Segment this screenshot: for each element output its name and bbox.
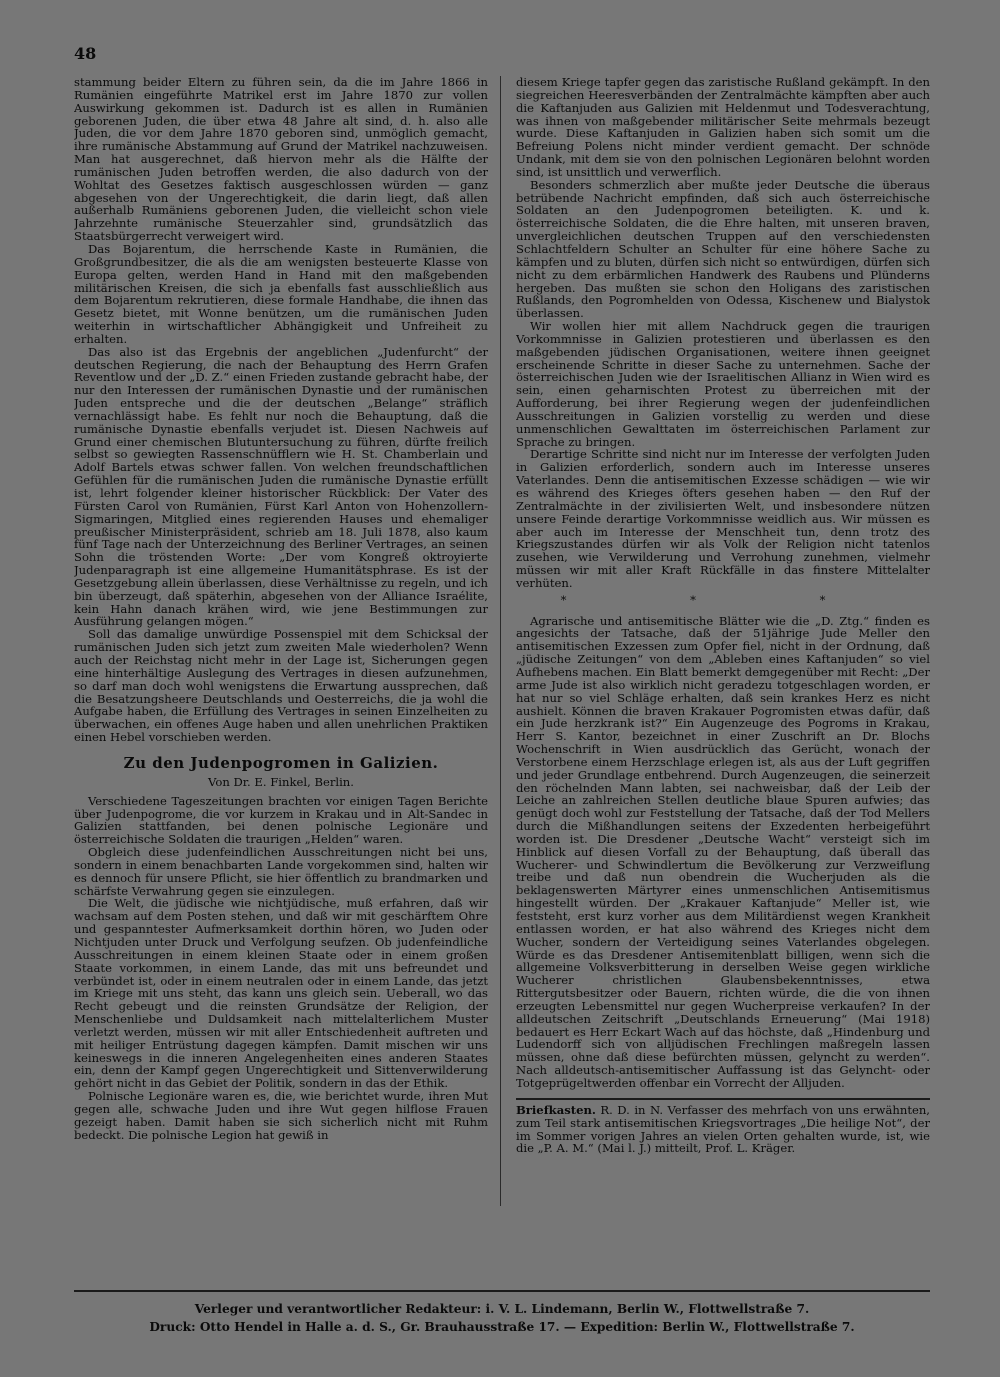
- imprint-publisher: Verleger und verantwortlicher Redakteur: i. V. L. Lindemann, Berlin W., Flottwellstraße 7.: [194, 1302, 810, 1316]
- paragraph: Verschiedene Tageszeitungen brachten vor einigen Tagen Berichte über Judenpogrome, die vor kurzem in Krakau und in Alt-Sandec in Galizien stattfanden, bei denen polnische Legionäre und österreichische Soldaten die traurigen „Helden“ waren.: [74, 793, 488, 847]
- text-columns: [74, 76, 930, 1206]
- paragraph: diesem Kriege tapfer gegen das zaristische Rußland gekämpft. In den siegreichen Heeresverbänden der Zentralmächte kämpften aber auch die Kaftanjuden aus Galizien mit Heldenmut und Todesverachtung, was ihnen von maßgebender militärischer Seite mehrmals bezeugt wurde. Diese Kaftanjuden in Galizien haben sich somit um die Befreiung Polens nicht minder verdient gemacht. Der schnöde Undank, mit dem sie von den polnischen Legionären belohnt worden sind, ist unsittlich und verwerflich.: [516, 76, 930, 179]
- right-column: [516, 76, 930, 1206]
- page-number: 48: [74, 44, 97, 63]
- article-byline: Von Dr. E. Finkel, Berlin.: [208, 774, 354, 789]
- paragraph: Soll das damalige unwürdige Possenspiel mit dem Schicksal der rumänischen Juden sich jetzt zum zweiten Male wiederholen? Wenn auch der Reichstag nicht mehr in der Lage ist, Sicherungen gegen eine hinterhältige Auslegung des Vertrages in diesen aufzunehmen, so darf man doch wohl wenigstens die Erwartung aussprechen, daß die Besatzungsheere Deutschlands und Oesterreichs, die ja wohl die Aufgabe haben, die Erfüllung des Vertrages in seinen Einzelheiten zu überwachen, ein offenes Auge haben und allen unehrlichen Praktiken einen Hebel vorschieben werden.: [74, 627, 488, 745]
- imprint-footer: [74, 1290, 930, 1336]
- paragraph: Derartige Schritte sind nicht nur im Interesse der verfolgten Juden in Galizien erforderlich, sondern auch im Interesse unseres Vaterlandes. Denn die antisemitischen Exzesse schädigen — wie wir es während des Krieges öfters gesehen haben — den Ruf der Zentralmächte in der zivilisierten Welt, und insbesondere nützen unsere Feinde derartige Vorkommnisse weidlich aus. Wir müssen es aber auch im Interesse der Menschheit tun, denn trotz des Kriegszustandes dürfen wir als Volk der Religion nicht tatenlos zusehen, wie Verwilderung und Verrohung zunehmen, vielmehr müssen wir mit aller Kraft Rückfälle in das finstere Mittelalter verhüten.: [516, 447, 930, 590]
- article-heading: Zu den Judenpogromen in Galizien.: [123, 753, 439, 772]
- mailbox-section: [516, 1098, 930, 1155]
- paragraph: Die Welt, die jüdische wie nichtjüdische, muß erfahren, daß wir wachsam auf dem Posten stehen, und daß wir mit geschärftem Ohre und gespanntester Aufmerksamkeit dorthin hören, wo Juden oder Nichtjuden unter Druck und Verfolgung seufzen. Ob judenfeindliche Ausschreitungen in einem kleinen Staate oder in einem großen Staate vorkommen, in einem Lande, das mit uns befreundet und verbündet ist, oder in einem neutralen oder in einem Lande, das jetzt im Kriege mit uns steht, das kann uns gleich sein. Ueberall, wo das Recht gebeugt und die reinsten Grundsätze der Religion, der Menschenliebe und Duldsamkeit nach mittelalterlichem Muster verletzt werden, müssen wir mit aller Entschiedenheit auftreten und mit heiliger Entrüstung dagegen kämpfen. Damit mischen wir uns keineswegs in die inneren Angelegenheiten eines anderen Staates ein, denn der Kampf gegen Ungerechtigkeit und Sittenverwilderung gehört nicht in das Gebiet der Politik, sondern in das der Ethik.: [74, 896, 488, 1091]
- imprint-printer: Druck: Otto Hendel in Halle a. d. S., Gr. Brauhausstraße 17. — Expedition: Berlin W., Flottwellstraße 7.: [149, 1320, 855, 1334]
- mailbox-label: Briefkasten.: [516, 1102, 596, 1117]
- paragraph: Besonders schmerzlich aber mußte jeder Deutsche die überaus betrübende Nachricht empfinden, daß sich auch österreichische Soldaten an den Judenpogromen beteiligten. K. und k. österreichische Soldaten, die die Ehre halten, mit unseren braven, unvergleichlichen deutschen Truppen auf den verschiedensten Schlachtfeldern Schulter an Schulter für eine höhere Sache zu kämpfen und zu bluten, dürfen sich nicht so entwürdigen, dürfen sich nicht zu dem erbärmlichen Handwerk des Raubens und Plünderns hergeben. Das mußten sie schon den Holigans des zaristischen Rußlands, den Pogromhelden von Odessa, Kischenew und Bialystok überlassen.: [516, 177, 930, 321]
- paragraph: Das Bojarentum, die herrschende Kaste in Rumänien, die Großgrundbesitzer, die als die am wenigsten besteuerte Klasse von Europa gelten, werden Hand in Hand mit den maßgebenden militärischen Kreisen, die sich ja ebenfalls fast ausschließlich aus dem Bojarentum rekrutieren, diese formale Handhabe, die ihnen das Gesetz bietet, mit Wonne benützen, um die rumänischen Juden weiterhin in wirtschaftlicher Abhängigkeit und Unfreiheit zu erhalten.: [74, 241, 488, 346]
- section-separator: * * *: [560, 592, 886, 607]
- paragraph: stammung beider Eltern zu führen sein, da die im Jahre 1866 in Rumänien eingeführte Matrikel erst im Jahre 1870 zur vollen Auswirkung gekommen ist. Dadurch ist es allen in Rumänien geborenen Juden, die über etwa 48 Jahre alt sind, d. h. also alle Juden, die vor dem Jahre 1870 geboren sind, unmöglich gemacht, ihre rumänische Abstammung auf Grund der Matrikel nachzuweisen. Man hat ausgerechnet, daß hiervon mehr als die Hälfte der rumänischen Juden betroffen werden, die also dadurch von der Wohltat des Gesetzes faktisch ausgeschlossen würden — ganz abgesehen von der Ungerechtigkeit, die darin liegt, daß allen außerhalb Rumäniens geborenen Juden, die vielleicht schon viele Jahrzehnte rumänische Steuerzahler sind, grundsätzlich das Staatsbürgerrecht verweigert wird.: [74, 76, 488, 244]
- left-column: [74, 76, 488, 1206]
- mailbox-text: R. D. in N. Verfasser des mehrfach von uns erwähnten, zum Teil stark antisemitischen Kriegsvortrages „Die heilige Not“, der im Sommer vorigen Jahres an vielen Orten gehalten wurde, ist, wie die „P. A. M.“ (Mai l. J.) mitteilt, Prof. L. Kräger.: [516, 1102, 930, 1156]
- paragraph: Das also ist das Ergebnis der angeblichen „Judenfurcht“ der deutschen Regierung, die nach der Behauptung des Herrn Grafen Reventlow und der „D. Z.“ einen Frieden zustande gebracht habe, der nur den Interessen der rumänischen Dynastie und der rumänischen Juden entspreche und die der deutschen „Belange“ sträflich vernachlässigt habe. Es fehlt nur noch die Behauptung, daß die rumänische Dynastie ebenfalls verjudet ist. Diesen Nachweis auf Grund einer chemischen Blutuntersuchung zu führen, dürfte freilich selbst so gewiegten Rassenschnüfflern wie H. St. Chamberlain und Adolf Bartels etwas schwer fallen. Von welchen freundschaftlichen Gefühlen für die rumänischen Juden die rumänische Dynastie erfüllt ist, lehrt folgender kleiner historischer Rückblick: Der Vater des Fürsten Carol von Rumänien, Fürst Karl Anton von Hohenzollern-Sigmaringen, Mitglied eines regierenden Hauses und ehemaliger preußischer Ministerpräsident, schrieb am 18. Juli 1878, also kaum fünf Tage nach der Unterzeichnung des Berliner Vertrages, an seinen Sohn die tröstenden Worte: „Der vom Kongreß oktroyierte Judenparagraph ist eine allgemeine Humanitätsphrase. Es ist der Gesetzgebung allein überlassen, diese Verhältnisse zu regeln, und ich bin überzeugt, daß späterhin, abgesehen von der Alliance Israélite, kein Hahn danach krähen wird, wie jene Bestimmungen zur Ausführung gelangen mögen.“: [74, 344, 488, 629]
- paragraph: Polnische Legionäre waren es, die, wie berichtet wurde, ihren Mut gegen alle, schwache Juden und ihre Wut gegen hilflose Frauen gezeigt haben. Damit haben sie sich sicherlich nicht mit Ruhm bedeckt. Die polnische Legion hat gewiß in: [74, 1089, 488, 1142]
- paragraph: Agrarische und antisemitische Blätter wie die „D. Ztg.“ finden es angesichts der Tatsache, daß der 51jährige Jude Meller den antisemitischen Exzessen zum Opfer fiel, nicht in der Ordnung, daß „jüdische Zeitungen“ von dem „Ableben eines Kaftanjuden“ so viel Aufhebens machen. Ein Blatt bemerkt demgegenüber mit Recht: „Der arme Jude ist also wirklich nicht geradezu totgeschlagen worden, er hat nur so viel Schläge erhalten, daß sein krankes Herz es nicht aushielt. Können die braven Krakauer Pogromisten etwas dafür, daß ein Jude herzkrank ist?“ Ein Augenzeuge des Pogroms in Krakau, Herr S. Kantor, bezeichnet in einer Zuschrift an Dr. Blochs Wochenschrift in Wien ausdrücklich das Gerücht, wonach der Verstorbene einem Herzschlage erlegen ist, als aus der Luft gegriffen und jeder Grundlage entbehrend. Durch Augenzeugen, die seinerzeit den röchelnden Mann labten, sei nachweisbar, daß der Leib der Leiche an zahlreichen Stellen deutliche blaue Spuren aufwies; das genügt doch wohl zur Feststellung der Tatsache, daß der Tod Mellers durch die Mißhandlungen seitens der Exzedenten herbeigeführt worden ist. Die Dresdener „Deutsche Wacht“ versteigt sich im Hinblick auf diesen Vorfall zu der Behauptung, daß überall das Wucherer- und Schwindlertum die Bevölkerung zur Verzweiflung treibe und daß nun obendrein die Wucherjuden als die beklagenswerten Märtyrer eines unmenschlichen Antisemitismus hingestellt würden. Der „Krakauer Kaftanjude“ Meller ist, wie feststeht, erst kurz vorher aus dem Militärdienst wegen Krankheit entlassen worden, er hat also während des Krieges nicht dem Wucher, sondern der Verteidigung seines Vaterlandes obgelegen. Würde es das Dresdener Antisemitenblatt billigen, wenn sich die allgemeine Volksverbitterung in derselben Weise gegen wirkliche Wucherer christlichen Glaubensbekenntnisses, etwa Rittergutsbesitzer oder Bauern, richten würde, die die von ihnen erzeugten Lebensmittel nur gegen Wucherpreise verkaufen? In der alldeutschen Zeitschrift „Deutschlands Erneuerung“ (Mai 1918) bedauert es Herr Eckart Wach auf das höchste, daß „Hindenburg und Ludendorff sich von alljüdischen Frechlingen maßregeln lassen müssen, ohne daß diese befürchten müssen, gelyncht zu werden“. Nach alldeutsch-antisemitischer Auffassung ist das Gelyncht- oder Totgeprügeltwerden offenbar ein Vorrecht der Alljuden.: [516, 613, 930, 1090]
- paragraph: Wir wollen hier mit allem Nachdruck gegen die traurigen Vorkommnisse in Galizien protestieren und überlassen es den maßgebenden jüdischen Organisationen, weitere ihnen geeignet erscheinende Schritte in dieser Sache zu unternehmen. Sache der österreichischen Juden wie der Israelitischen Allianz in Wien wird es sein, einen geharnischten Protest zu überreichen mit der Aufforderung, bei ihrer Regierung wegen der judenfeindlichen Ausschreitungen in Galizien vorstellig zu werden und diese unmenschlichen Gewalttaten im österreichischen Parlament zur Sprache zu bringen.: [516, 319, 930, 449]
- paragraph: Obgleich diese judenfeindlichen Ausschreitungen nicht bei uns, sondern in einem benachbarten Lande vorgekommen sind, halten wir es dennoch für unsere Pflicht, sie hier öffentlich zu brandmarken und schärfste Verwahrung gegen sie einzulegen.: [74, 845, 488, 898]
